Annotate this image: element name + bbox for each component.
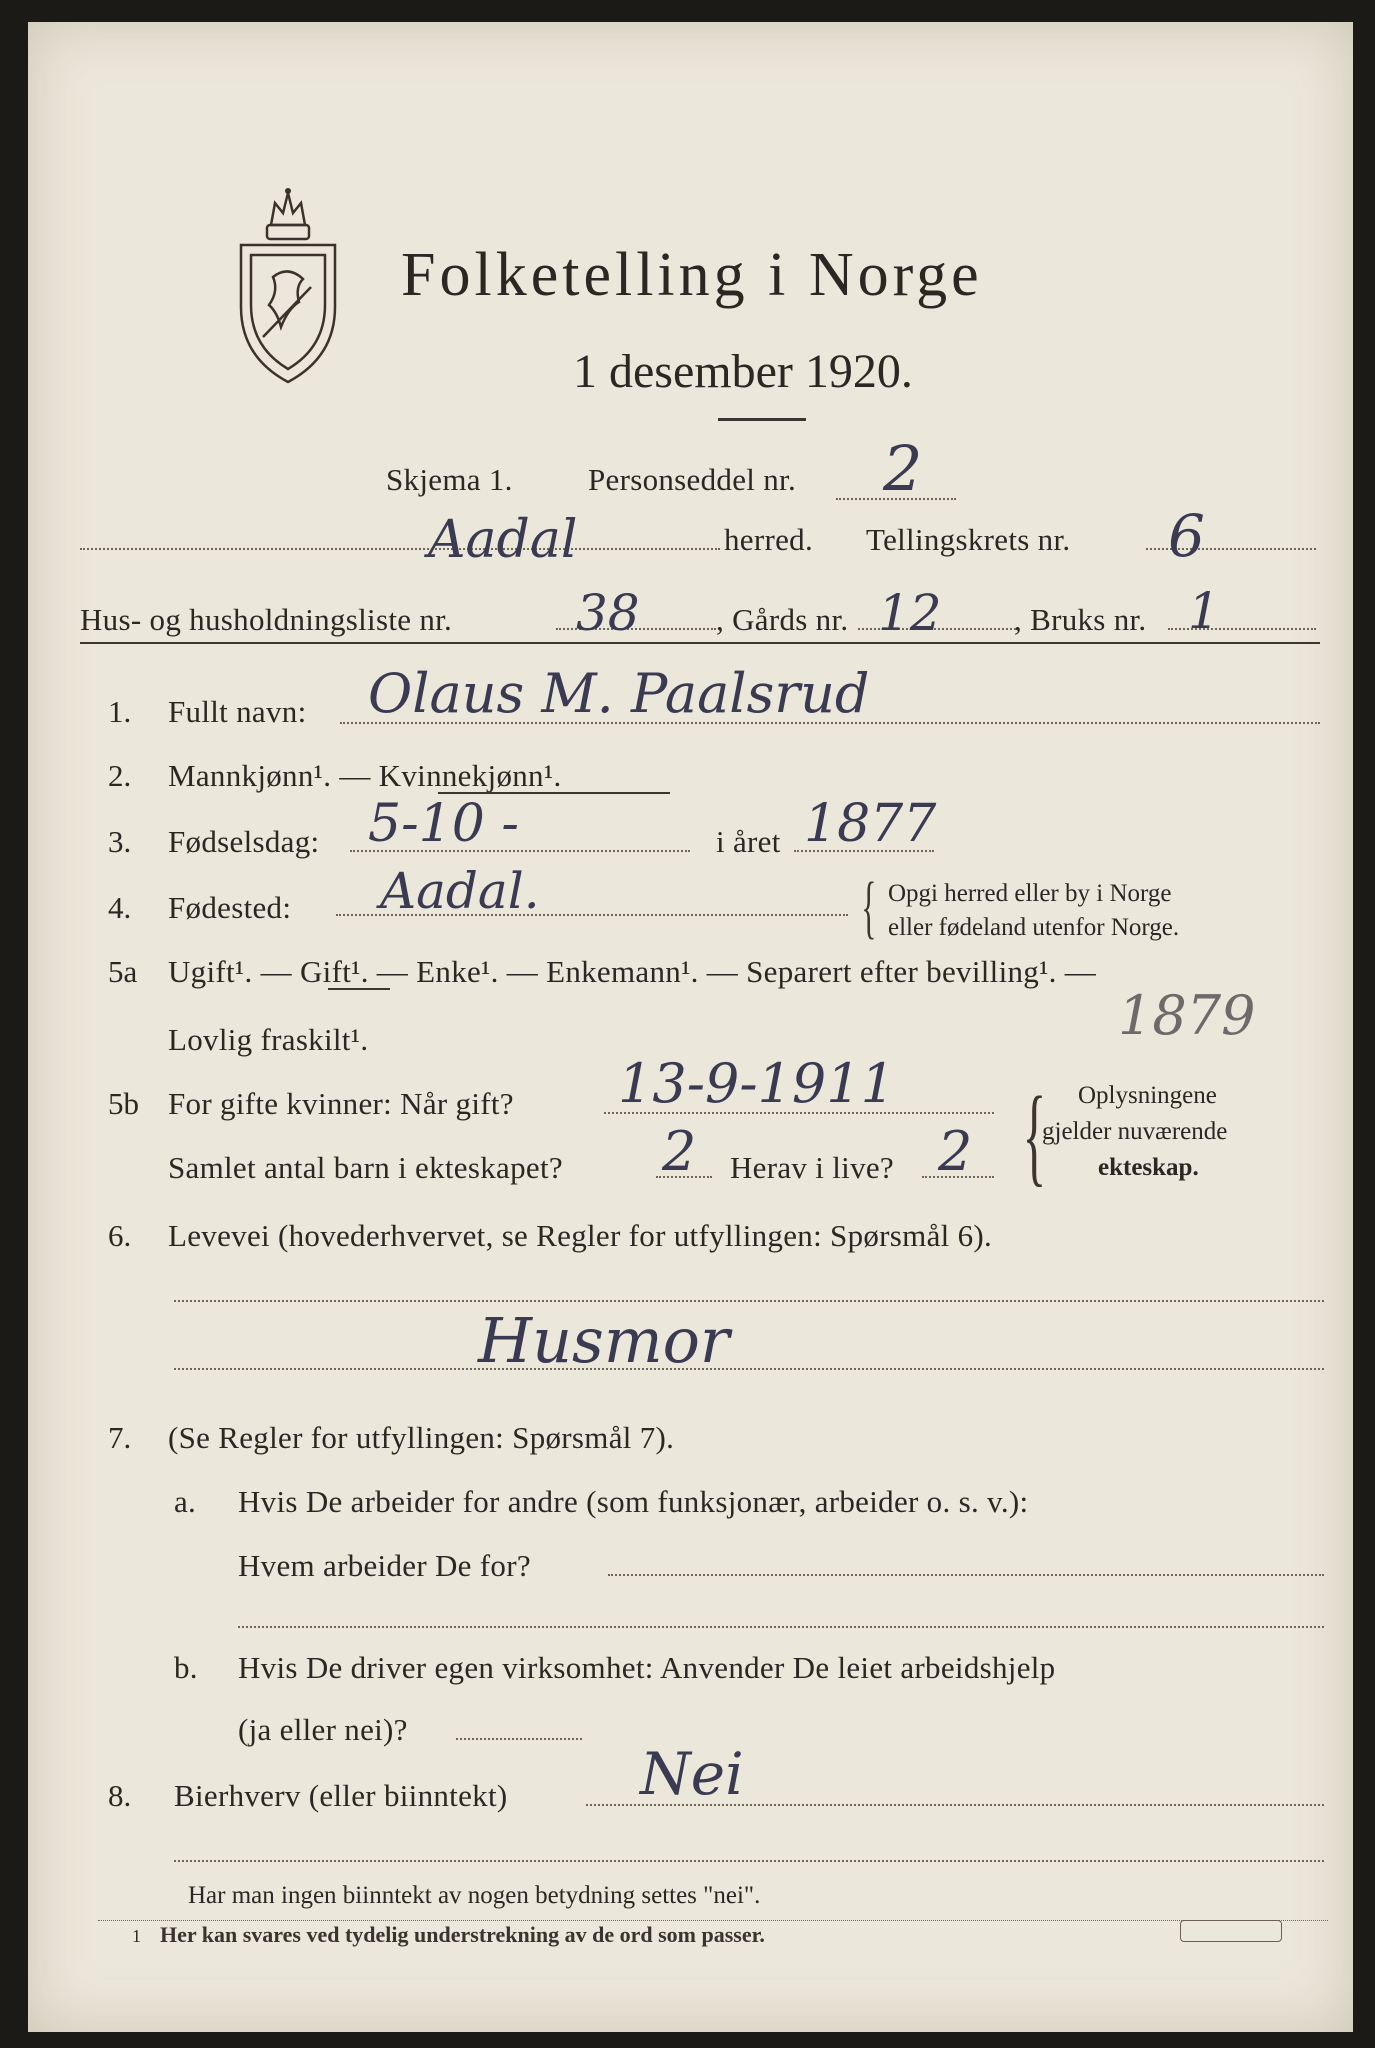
q7-label: (Se Regler for utfyllingen: Spørsmål 7). [168, 1420, 675, 1455]
gift-underline [328, 988, 390, 990]
q3-label: Fødselsdag: [168, 824, 320, 859]
q4-number: 4. [108, 890, 132, 925]
employer-field-line2[interactable] [238, 1626, 1324, 1628]
printer-stamp [1180, 1920, 1282, 1942]
q5a-margin-note: 1879 [1118, 984, 1256, 1047]
husliste-label: Hus- og husholdningsliste nr. [80, 602, 453, 637]
alive-value: 2 [938, 1120, 973, 1183]
q7b-letter: b. [174, 1650, 198, 1685]
herred-value: Aadal [428, 510, 578, 570]
tellingskrets-label: Tellingskrets nr. [866, 522, 1071, 557]
hired-help-field[interactable] [456, 1738, 582, 1740]
q5a-number: 5a [108, 954, 138, 989]
footer-note: Har man ingen biinntekt av nogen betydning settes "nei". [188, 1882, 761, 1909]
q5b-number: 5b [108, 1086, 139, 1121]
occupation-value: Husmor [478, 1304, 730, 1377]
children-value: 2 [662, 1120, 697, 1183]
birth-year-label: i året [716, 824, 781, 859]
footnote-mark: 1 [132, 1926, 141, 1946]
q7a-line1: Hvis De arbeider for andre (som funksjonær, arbeider o. s. v.): [238, 1484, 1029, 1519]
secondary-income-field-line2[interactable] [174, 1860, 1324, 1862]
personseddel-label: Personseddel nr. [588, 462, 796, 497]
q5a-label-line1: Ugift¹. — Gift¹. — Enke¹. — Enkemann¹. — Separert efter bevilling¹. — [168, 954, 1097, 989]
husliste-value: 38 [576, 584, 640, 642]
q5b-note-brace: { [1022, 1074, 1047, 1196]
q4-label: Fødested: [168, 890, 292, 925]
q8-label: Bierhverv (eller biinntekt) [174, 1778, 508, 1813]
footnote-separator [98, 1920, 1328, 1921]
gards-value: 12 [878, 584, 942, 642]
bruks-value: 1 [1188, 582, 1220, 640]
q3-number: 3. [108, 824, 132, 859]
form-title: Folketelling i Norge [401, 241, 983, 309]
bruks-label: , Bruks nr. [1014, 602, 1147, 637]
q1-label: Fullt navn: [168, 694, 307, 729]
personseddel-value: 2 [883, 432, 923, 505]
q8-number: 8. [108, 1778, 132, 1813]
children-label: Samlet antal barn i ekteskapet? [168, 1150, 563, 1185]
herred-label: herred. [724, 522, 814, 557]
occupation-field-line1[interactable] [174, 1300, 1324, 1302]
q7-number: 7. [108, 1420, 132, 1455]
title-divider [718, 418, 806, 421]
birthplace-value: Aadal. [380, 862, 540, 920]
form-date: 1 desember 1920. [573, 345, 913, 398]
q7b-line1: Hvis De driver egen virksomhet: Anvender De leiet arbeidshjelp [238, 1650, 1056, 1685]
herred-field[interactable] [80, 548, 720, 550]
q7a-letter: a. [174, 1484, 197, 1519]
q5b-note-line2: gjelder nuværende [1042, 1118, 1228, 1145]
married-label: For gifte kvinner: Når gift? [168, 1086, 514, 1121]
norway-coat-of-arms-icon [233, 187, 343, 387]
q5a-label-line2: Lovlig fraskilt¹. [168, 1022, 369, 1057]
header-separator [80, 642, 1320, 644]
q7a-line2: Hvem arbeider De for? [238, 1548, 531, 1583]
employer-field-line1[interactable] [608, 1574, 1324, 1576]
married-date-value: 13-9-1911 [618, 1052, 895, 1115]
q4-note-line2: eller fødeland utenfor Norge. [888, 914, 1180, 941]
birth-year-value: 1877 [804, 794, 937, 854]
q4-note-brace: { [861, 869, 877, 946]
q1-number: 1. [108, 694, 132, 729]
footnote-text: Her kan svares ved tydelig understrekning av de ord som passer. [160, 1922, 765, 1947]
q5b-note-line3: ekteskap. [1098, 1154, 1199, 1181]
q2-number: 2. [108, 758, 132, 793]
q4-note-line1: Opgi herred eller by i Norge [888, 880, 1172, 907]
tellingskrets-value: 6 [1168, 502, 1205, 570]
gards-label: , Gårds nr. [716, 602, 849, 637]
schema-label: Skjema 1. [386, 462, 513, 497]
q7b-line2: (ja eller nei)? [238, 1712, 408, 1747]
alive-label: Herav i live? [730, 1150, 894, 1185]
census-form-page [28, 22, 1353, 2032]
occupation-field-line2[interactable] [174, 1368, 1324, 1370]
full-name-value: Olaus M. Paalsrud [368, 662, 870, 725]
secondary-income-value: Nei [640, 1740, 744, 1808]
q6-number: 6. [108, 1218, 132, 1253]
q2-label: Mannkjønn¹. — Kvinnekjønn¹. [168, 758, 562, 793]
q6-label: Levevei (hovederhvervet, se Regler for utfyllingen: Spørsmål 6). [168, 1218, 993, 1253]
birthdate-value: 5-10 - [368, 794, 519, 854]
q5b-note-line1: Oplysningene [1078, 1082, 1217, 1109]
